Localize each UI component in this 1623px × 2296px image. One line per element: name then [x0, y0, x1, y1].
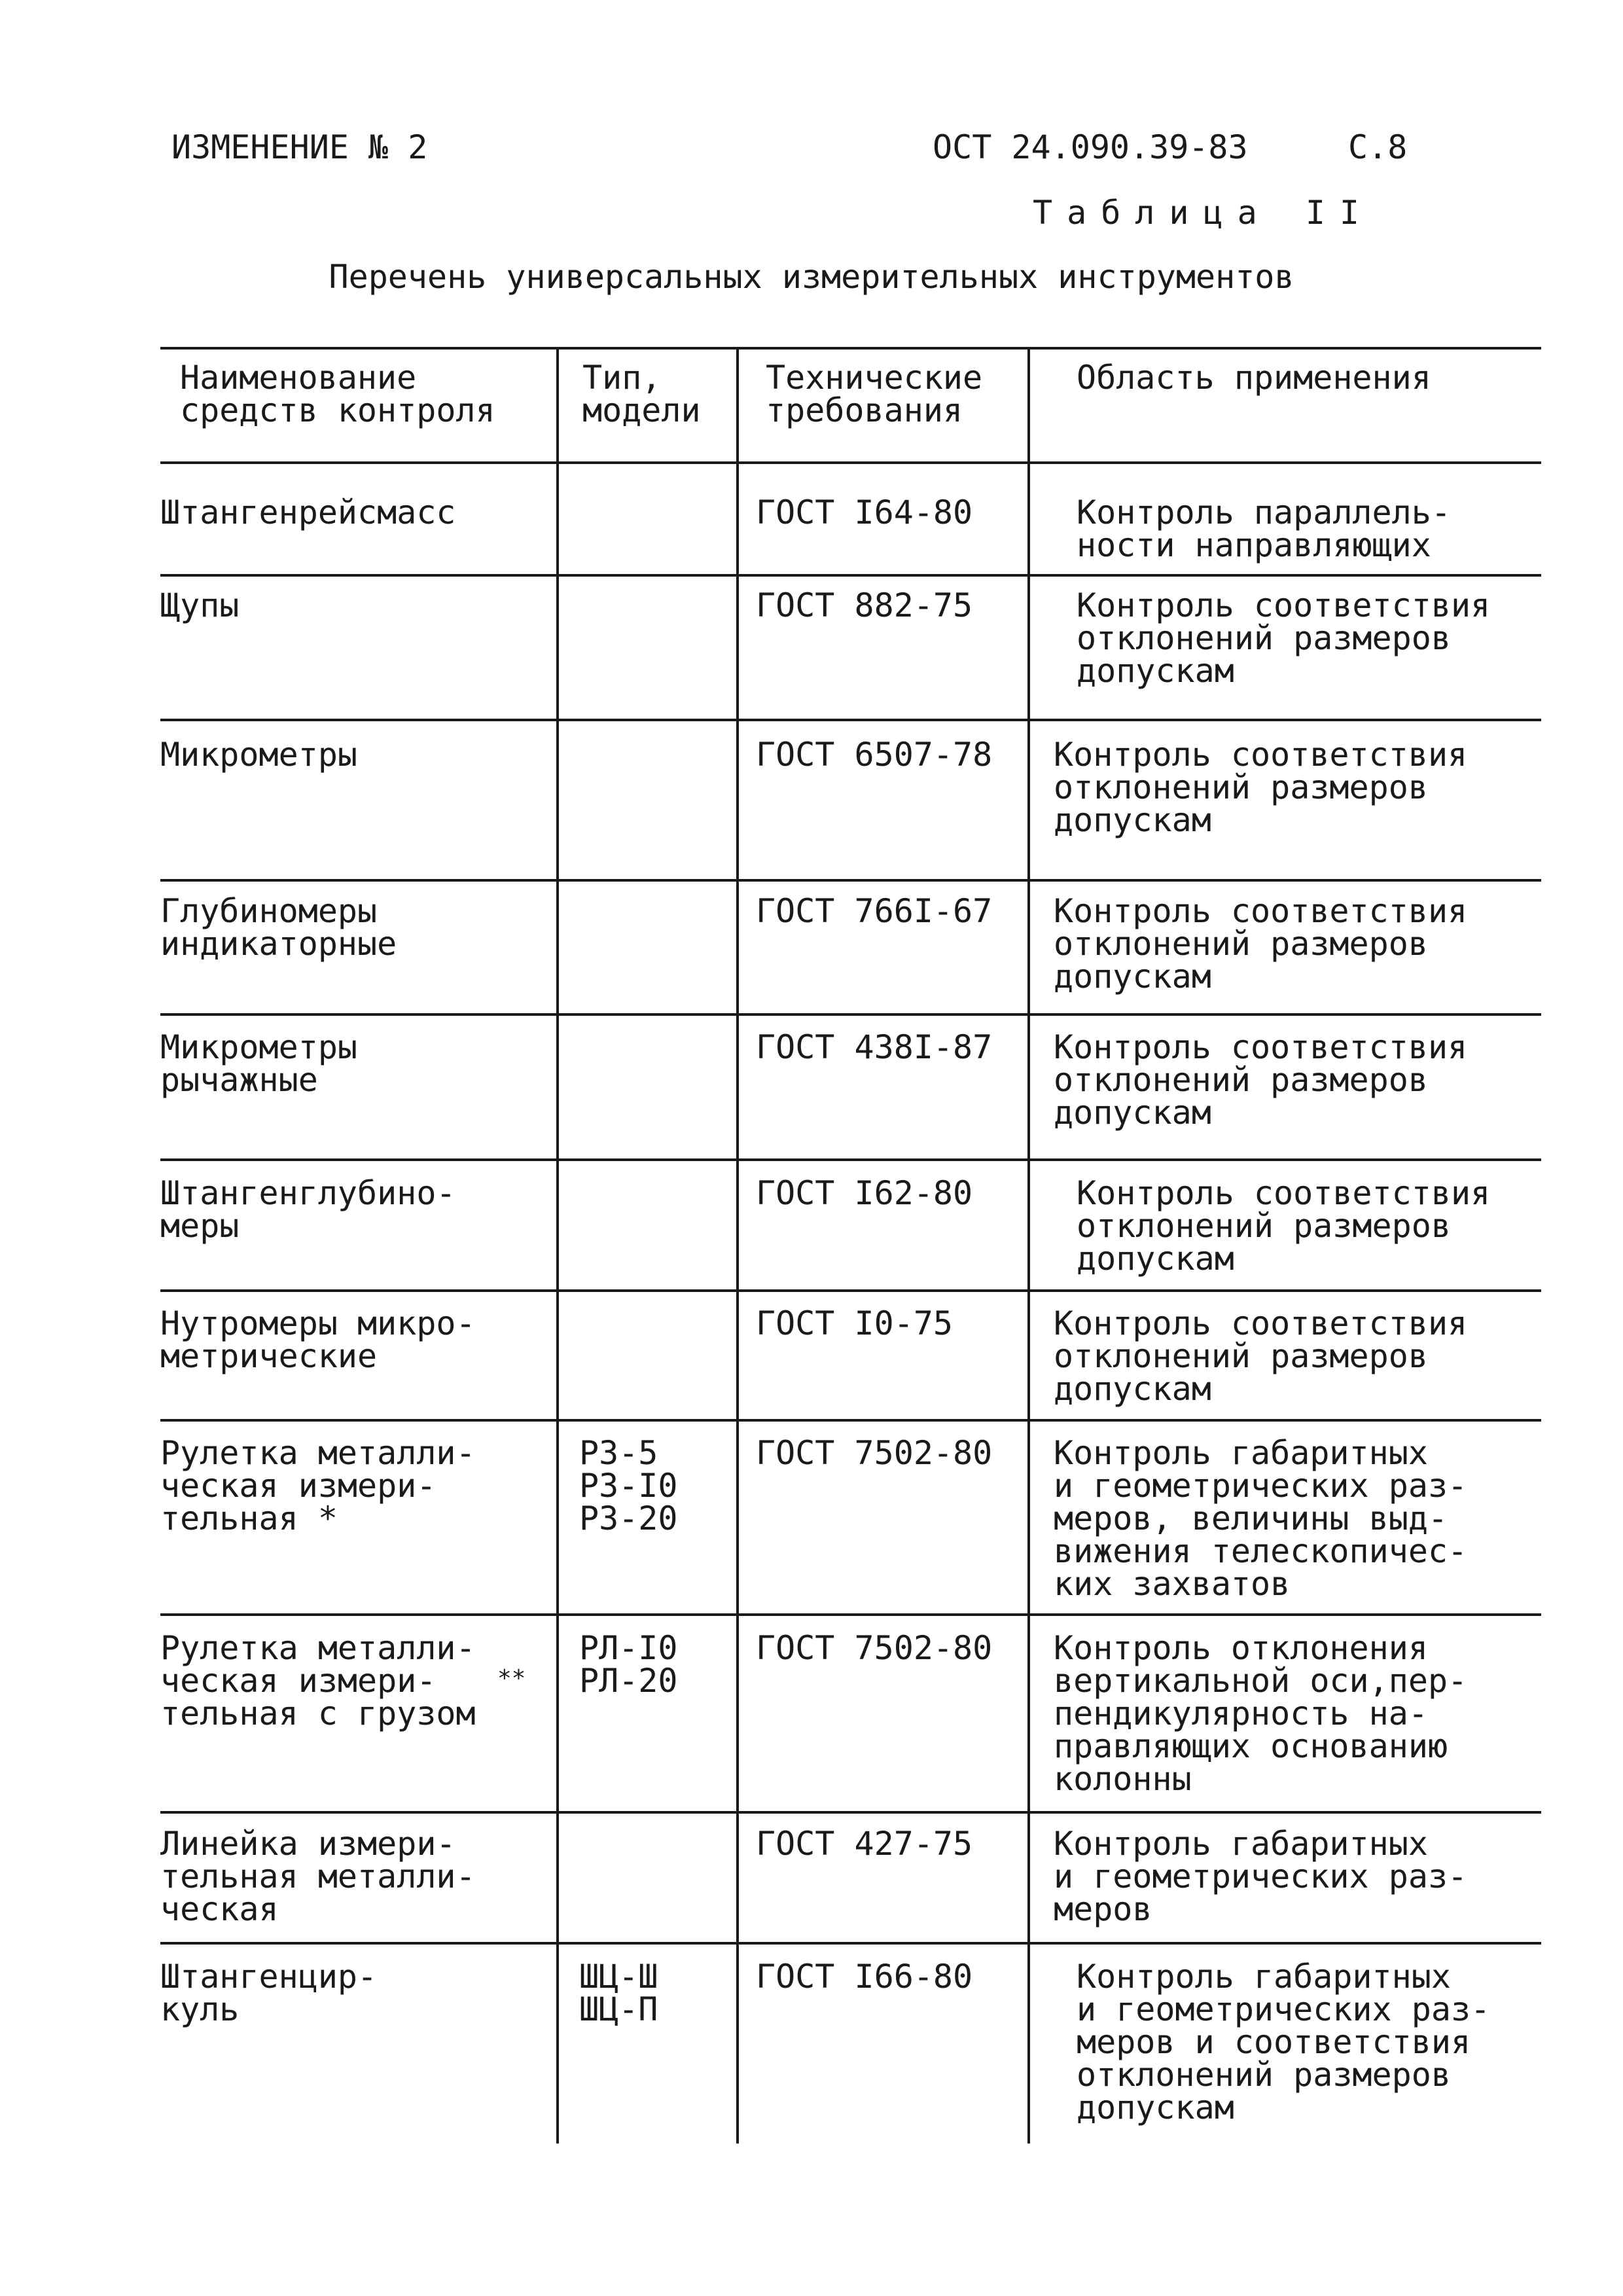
column-divider-3 [1027, 347, 1030, 2144]
table-label: Таблица II [1033, 194, 1374, 232]
table-top-rule [160, 347, 1541, 350]
row-10-application: Контроль габаритных и геометрических раз- меров [1054, 1825, 1468, 1928]
row-7-name: Нутромеры микро- метрические [160, 1304, 476, 1375]
row-10-name: Линейка измери- тельная металли- ческая [160, 1825, 476, 1928]
row-11-requirement: ГОСТ I66-80 [756, 1958, 973, 1996]
page-number: С.8 [1348, 128, 1408, 166]
row-rule [160, 1013, 1541, 1016]
row-9-requirement: ГОСТ 7502-80 [756, 1629, 993, 1667]
row-rule [160, 879, 1541, 882]
change-label: ИЗМЕНЕНИЕ № 2 [171, 128, 428, 166]
row-rule [160, 1289, 1541, 1292]
row-10-requirement: ГОСТ 427-75 [756, 1825, 973, 1863]
row-4-requirement: ГОСТ 766I-67 [756, 892, 993, 930]
row-5-application: Контроль соответствия отклонений размеров допускам [1054, 1028, 1468, 1132]
row-9-footnote-mark: ** [497, 1665, 526, 1692]
row-8-application: Контроль габаритных и геометрических раз- меров, величины выд- вижения телескопичес- ких захватов [1054, 1434, 1468, 1603]
column-divider-1 [556, 347, 559, 2144]
row-9-name: Рулетка металли- ческая измери- тельная с грузом [160, 1629, 476, 1732]
row-3-name: Микрометры [160, 736, 358, 774]
row-5-requirement: ГОСТ 438I-87 [756, 1028, 993, 1066]
row-3-requirement: ГОСТ 6507-78 [756, 736, 993, 774]
row-9-type: РЛ-I0 РЛ-20 [579, 1629, 678, 1700]
row-4-name: Глубиномеры индикаторные [160, 892, 397, 963]
row-rule [160, 1419, 1541, 1422]
row-6-application: Контроль соответствия отклонений размеров допускам [1077, 1174, 1491, 1278]
row-8-name: Рулетка металли- ческая измери- тельная * [160, 1434, 476, 1537]
header-bottom-rule [160, 461, 1541, 464]
table-title: Перечень универсальных измерительных инструментов [329, 258, 1294, 296]
row-11-application: Контроль габаритных и геометрических раз- меров и соответствия отклонений размеров допускам [1077, 1958, 1491, 2126]
row-11-type: ШЦ-Ш ШЦ-П [579, 1958, 658, 2028]
row-rule [160, 1613, 1541, 1616]
row-1-name: Штангенрейсмасс [160, 493, 456, 531]
row-8-type: РЗ-5 РЗ-I0 РЗ-20 [579, 1434, 678, 1537]
row-3-application: Контроль соответствия отклонений размеров допускам [1054, 736, 1468, 839]
row-5-name: Микрометры рычажные [160, 1028, 358, 1099]
column-header-application: Область применения [1077, 359, 1431, 397]
row-rule [160, 1158, 1541, 1161]
row-8-requirement: ГОСТ 7502-80 [756, 1434, 993, 1472]
column-header-type: Тип, модели [582, 359, 701, 429]
row-2-requirement: ГОСТ 882-75 [756, 586, 973, 624]
row-2-name: Щупы [160, 586, 240, 624]
row-2-application: Контроль соответствия отклонений размеров допускам [1077, 586, 1491, 690]
row-6-requirement: ГОСТ I62-80 [756, 1174, 973, 1212]
standard-number: ОСТ 24.090.39-83 [933, 128, 1248, 166]
row-7-requirement: ГОСТ I0-75 [756, 1304, 954, 1342]
row-rule [160, 719, 1541, 721]
row-6-name: Штангенглубино- меры [160, 1174, 456, 1245]
row-11-name: Штангенцир- куль [160, 1958, 378, 2028]
column-header-requirements: Технические требования [766, 359, 983, 429]
column-divider-2 [736, 347, 739, 2144]
row-9-application: Контроль отклонения вертикальной оси,пер- пендикулярность на- правляющих основанию колонны [1054, 1629, 1468, 1798]
row-7-application: Контроль соответствия отклонений размеров допускам [1054, 1304, 1468, 1408]
row-rule [160, 1942, 1541, 1945]
row-4-application: Контроль соответствия отклонений размеров допускам [1054, 892, 1468, 996]
row-rule [160, 574, 1541, 577]
row-rule [160, 1811, 1541, 1814]
row-1-application: Контроль параллель- ности направляющих [1077, 493, 1451, 564]
row-1-requirement: ГОСТ I64-80 [756, 493, 973, 531]
column-header-name: Наименование средств контроля [180, 359, 495, 429]
